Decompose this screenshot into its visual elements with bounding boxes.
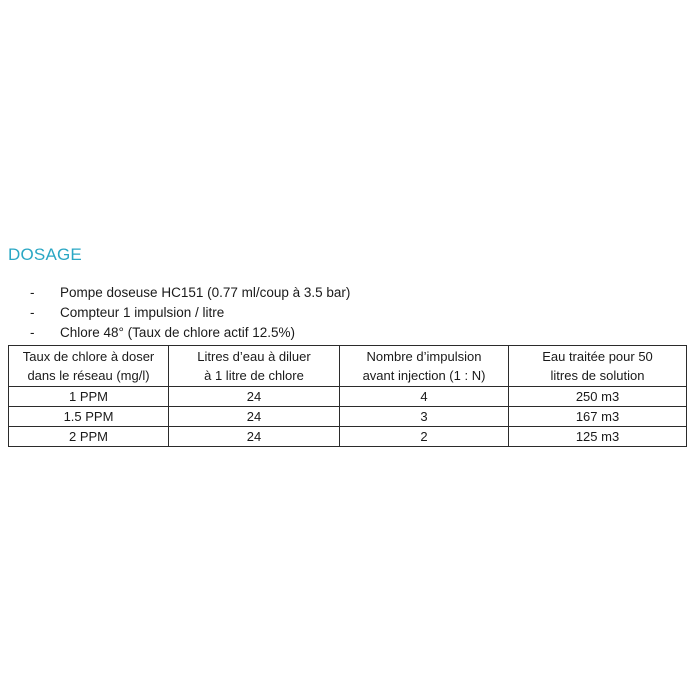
bullet-dash: - — [30, 305, 35, 320]
list-item — [30, 303, 350, 323]
table-cell: 125 m3 — [509, 427, 687, 447]
bullet-dash: - — [30, 285, 35, 300]
section-title: DOSAGE — [8, 245, 82, 264]
header-chlorine-rate: Taux de chlore à doser dans le réseau (mg/l) — [9, 346, 169, 387]
table-row — [9, 387, 687, 407]
spec-list — [30, 283, 350, 343]
header-pulse-count: Nombre d’impulsion avant injection (1 : N) — [340, 346, 509, 387]
table-cell: 24 — [169, 427, 340, 447]
header-water-liters: Litres d’eau à diluer à 1 litre de chlore — [169, 346, 340, 387]
table-header-row — [9, 346, 687, 387]
header-treated-water: Eau traitée pour 50 litres de solution — [509, 346, 687, 387]
list-item-text: Chlore 48° (Taux de chlore actif 12.5%) — [60, 325, 296, 340]
list-item-text: Compteur 1 impulsion / litre — [60, 305, 225, 320]
table-cell: 1 PPM — [9, 387, 169, 407]
table-row — [9, 427, 687, 447]
table-cell: 250 m3 — [509, 387, 687, 407]
dosage-table — [8, 345, 687, 447]
table-cell: 4 — [340, 387, 509, 407]
table-row — [9, 407, 687, 427]
table-cell: 24 — [169, 407, 340, 427]
table-cell: 1.5 PPM — [9, 407, 169, 427]
list-item — [30, 323, 350, 343]
list-item — [30, 283, 350, 303]
bullet-dash: - — [30, 325, 35, 340]
table-cell: 167 m3 — [509, 407, 687, 427]
list-item-text: Pompe doseuse HC151 (0.77 ml/coup à 3.5 bar) — [60, 285, 351, 300]
table-cell: 3 — [340, 407, 509, 427]
table-cell: 2 — [340, 427, 509, 447]
table-cell: 2 PPM — [9, 427, 169, 447]
table-cell: 24 — [169, 387, 340, 407]
